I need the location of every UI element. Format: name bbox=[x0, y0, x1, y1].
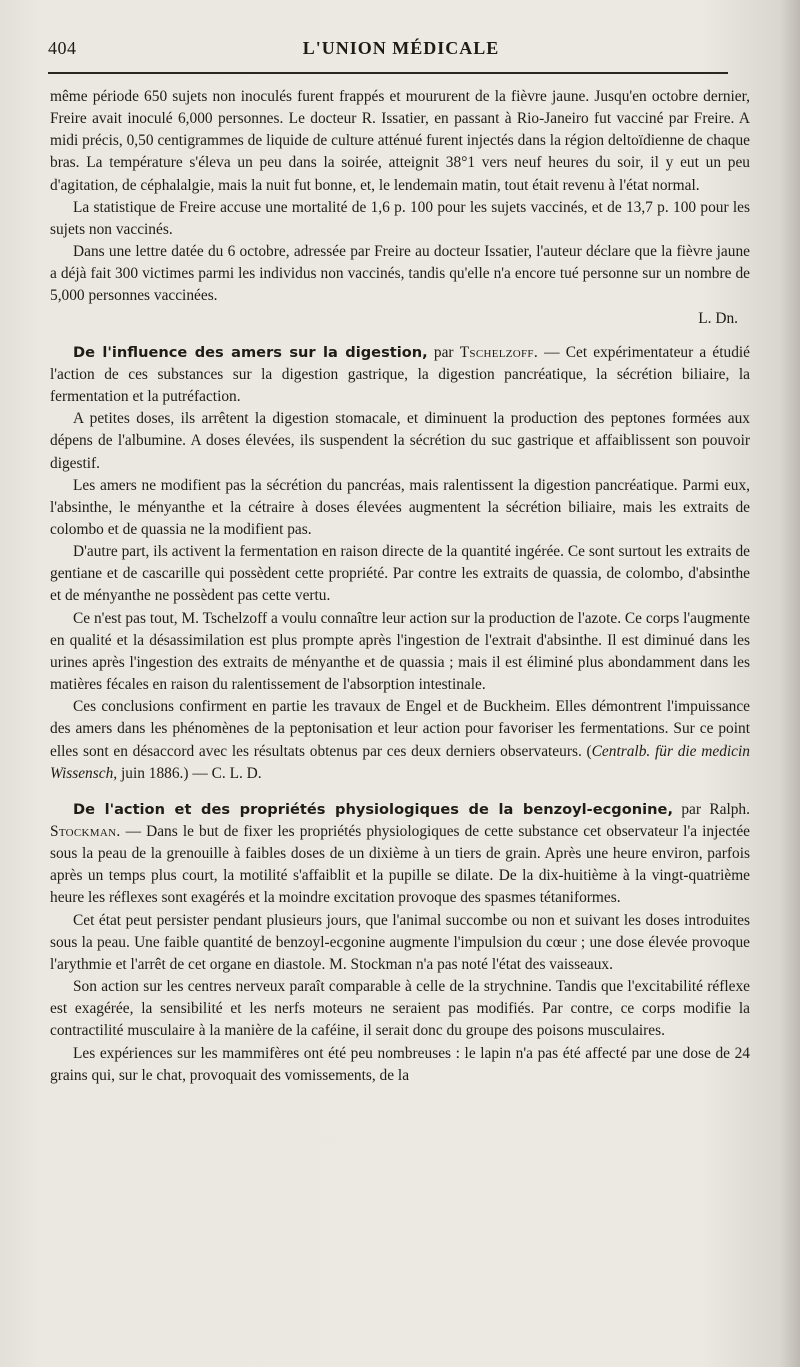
paragraph: Son action sur les centres nerveux paraît comparable à celle de la strychnine. Tandis que l'excitabilité réflexe est exagérée, la sensibilité et les nerfs moteurs ne seraient pas modifiés. Par contre, ce corps modifie la contractilité musculaire à la manière de la caféine, il serait donc du groupe des poisons musculaires. bbox=[50, 978, 750, 1040]
paragraph: La statistique de Freire accuse une mortalité de 1,6 p. 100 pour les sujets vaccinés, et de 13,7 p. 100 pour les sujets non vaccinés. bbox=[50, 198, 750, 238]
citation: Centralb. für die medicin Wissensch, bbox=[50, 742, 750, 782]
page-number: 404 bbox=[48, 38, 77, 58]
author-prefix: par bbox=[433, 343, 454, 361]
article-title: De l'influence des amers sur la digestion, bbox=[73, 343, 428, 361]
paragraph: Ce n'est pas tout, M. Tschelzoff a voulu connaître leur action sur la production de l'azote. Ce corps l'augmente en qualité et la désassimilation est plus prompte après l'ingestion de l'extrait d'absinthe. Il est diminué dans les urines après l'ingestion des extraits de ményanthe et de quassia ; mais il est éliminé plus abondamment dans les matières fécales en raison du ralentissement de l'absorption intestinale. bbox=[50, 609, 750, 694]
article-paragraph bbox=[50, 342, 750, 408]
paragraph bbox=[50, 696, 750, 785]
article-paragraph bbox=[50, 799, 750, 910]
author-name: Stockman. bbox=[50, 823, 121, 840]
paragraph: A petites doses, ils arrêtent la digestion stomacale, et diminuent la production des peptones formées aux dépens de l'albumine. A doses élevées, ils suspendent la sécrétion du suc gastrique et affaiblissent son pouvoir digestif. bbox=[50, 410, 750, 472]
page-header bbox=[48, 38, 754, 64]
author-signature: L. Dn. bbox=[698, 309, 738, 327]
paragraph: Cet état peut persister pendant plusieurs jours, que l'animal succombe ou non et suivant les doses introduites sous la peau. Une faible quantité de benzoyl-ecgonine augmente l'impulsion du cœur ; une dose élevée provoque l'arythmie et l'arrêt de cet organe en diastole. M. Stockman n'a pas noté l'état des vaisseaux. bbox=[50, 911, 750, 973]
paragraph: Dans une lettre datée du 6 octobre, adressée par Freire au docteur Issatier, l'auteur déclare que la fièvre jaune a déjà fait 300 victimes parmi les individus non vaccinés, tandis qu'elle n'a encore tué personne sur un nombre de 5,000 personnes vaccinées. bbox=[50, 243, 750, 305]
paragraph: Les expériences sur les mammifères ont été peu nombreuses : le lapin n'a pas été affecté par une dose de 24 grains qui, sur le chat, provoquait des vomissements, de la bbox=[50, 1044, 750, 1084]
paragraph-text: Ces conclusions confirment en partie les travaux de Engel et de Buckheim. Elles démontrent l'impuissance des amers dans les phénomènes de la peptonisation et leur action pour favoriser les fermentations. Sur ce point elles sont en désaccord avec les résultats obtenus par ces deux derniers observateurs. ( bbox=[50, 698, 750, 760]
article-intro: — Cet expérimentateur a étudié l'action de ces substances sur la digestion gastrique, la digestion pancréatique, la sécrétion biliaire, la fermentation et la putréfaction. bbox=[50, 343, 751, 406]
section-gap bbox=[50, 330, 750, 342]
running-head: L'UNION MÉDICALE bbox=[302, 38, 500, 58]
paragraph: même période 650 sujets non inoculés furent frappés et moururent de la fièvre jaune. Jusqu'en octobre dernier, Freire avait inoculé 6,000 personnes. Le docteur R. Issatier, en passant à Rio-Janeiro fut vacciné par Freire. A midi précis, 0,50 centigrammes de liquide de culture atténué furent injectés dans la région deltoïdienne de chaque bras. La température s'éleva un peu dans la soirée, atteignit 38°1 vers neuf heures du soir, il y eut un peu d'agitation, de céphalalgie, mais la nuit fut bonne, et, le lendemain matin, tout était revenu à l'état normal. bbox=[50, 88, 750, 194]
author-prefix: par Ralph. bbox=[681, 800, 750, 818]
article-title: De l'action et des propriétés physiologiques de la benzoyl-ecgonine, bbox=[73, 800, 673, 818]
paragraph: D'autre part, ils activent la fermentation en raison directe de la quantité ingérée. Ce sont surtout les extraits de gentiane et de cascarille qui possèdent cette propriété. Par contre les extraits de quassia, de colombo, d'absinthe et de ményanthe ne possèdent pas cette vertu. bbox=[50, 543, 750, 605]
author-name: Tschelzoff. bbox=[459, 343, 538, 361]
article-intro: — Dans le but de fixer les propriétés physiologiques de cette substance cet observateur l'a injectée sous la peau de la grenouille à faibles doses de un dixième à un tiers de grain. Après une heure environ, parfois après un temps plus court, la motilité s'affaiblit et la pupille se dilate. De la dix-huitième à la vingt-quatrième heure les réflexes sont exagérés et la moindre excitation provoque des spasmes tétaniformes. bbox=[50, 823, 750, 907]
header-rule bbox=[48, 72, 728, 74]
section-gap bbox=[50, 785, 750, 799]
paragraph: Les amers ne modifient pas la sécrétion du pancréas, mais ralentissent la digestion pancréatique. Parmi eux, l'absinthe, le ményanthe et la cétraire à doses élevées augmentent la sécrétion biliaire, mais les extraits de colombo et de quassia ne la modifient pas. bbox=[50, 476, 750, 538]
article-body bbox=[50, 86, 750, 1087]
citation-end: juin 1886.) — C. L. D. bbox=[117, 764, 262, 782]
